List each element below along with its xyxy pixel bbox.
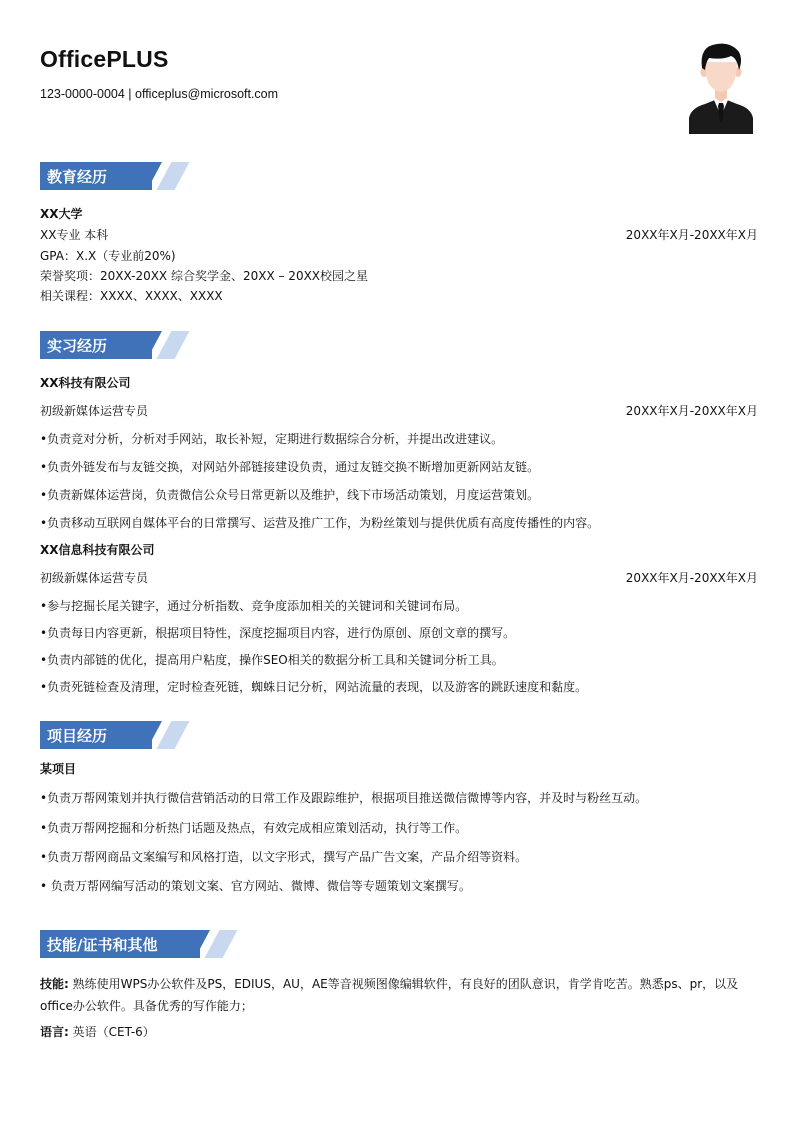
section-header-education [40,162,190,190]
company-name: XX科技有限公司 [40,376,131,390]
bullet-item: •负责竞对分析，分析对手网站，取长补短，定期进行数据综合分析，并提出改进建议。 [40,432,504,446]
bullet-item: •负责万帮网策划并执行微信营销活动的日常工作及跟踪维护，根据项目推送微信微博等内容，并及时与粉丝互动。 [40,791,648,805]
bullet-item: •负责死链检查及清理，定时检查死链，蜘蛛日记分析，网站流量的表现，以及游客的跳跃速度和黏度。 [40,680,588,694]
section-header-skills [40,930,190,958]
section-title: 实习经历 [47,337,108,355]
language-text: 英语（CET-6） [68,1025,155,1039]
bullet-item: •负责移动互联网自媒体平台的日常撰写、运营及推广工作，为粉丝策划与提供优质有高度传播性的内容。 [40,516,600,530]
education-date: 20XX年X月-20XX年X月 [625,228,758,242]
bullet-item: •负责万帮网商品文案编写和风格打造，以文字形式，撰写产品广告文案，产品介绍等资料。 [40,850,528,864]
honors: 荣誉奖项：20XX-20XX 综合奖学金、20XX – 20XX校园之星 [40,269,369,283]
skills-paragraph [40,973,760,1017]
company-name: XX信息科技有限公司 [40,543,155,557]
language-paragraph [40,1021,760,1043]
language-label: 语言: [40,1025,69,1039]
section-header-internship [40,331,190,359]
section-title: 技能/证书和其他 [47,936,158,954]
bullet-item: •负责每日内容更新，根据项目特性，深度挖掘项目内容，进行伪原创、原创文章的撰写。 [40,626,516,640]
section-header-project [40,721,190,749]
bullet-item: •负责内部链的优化，提高用户粘度，操作SEO相关的数据分析工具和关键词分析工具。 [40,653,504,667]
section-title: 教育经历 [47,168,108,186]
project-name: 某项目 [40,762,77,776]
section-title: 项目经历 [47,727,108,745]
bullet-item: •负责外链发布与友链交换，对网站外部链接建设负责，通过友链交换不断增加更新网站友链。 [40,460,540,474]
major: XX专业 本科 [40,228,109,242]
courses: 相关课程：XXXX、XXXX、XXXX [40,289,223,303]
job-date: 20XX年X月-20XX年X月 [625,571,758,585]
candidate-name: OfficePLUS [40,46,169,72]
bullet-item: •参与挖掘长尾关键字，通过分析指数、竞争度添加相关的关键词和关键词布局。 [40,599,468,613]
bullet-item: •负责万帮网挖掘和分析热门话题及热点，有效完成相应策划活动，执行等工作。 [40,821,468,835]
bullet-item: •负责新媒体运营岗，负责微信公众号日常更新以及维护，线下市场活动策划，月度运营策划。 [40,488,540,502]
school-name: XX大学 [40,207,83,221]
job-date: 20XX年X月-20XX年X月 [625,404,758,418]
job-role: 初级新媒体运营专员 [40,571,149,585]
job-role: 初级新媒体运营专员 [40,404,149,418]
skills-label: 技能: [40,977,69,991]
person-avatar-icon [687,40,755,134]
bullet-item: • 负责万帮网编写活动的策划文案、官方网站、微博、微信等专题策划文案撰写。 [40,879,471,893]
contact-info: 123-0000-0004 | officeplus@microsoft.com [40,87,279,101]
gpa: GPA：X.X（专业前20%) [40,249,176,263]
skills-text: 熟练使用WPS办公软件及PS，EDIUS，AU，AE等音视频图像编辑软件，有良好的团队意识，肯学肯吃苦。熟悉ps、pr，以及office办公软件。具备优秀的写作能力； [40,977,739,1013]
